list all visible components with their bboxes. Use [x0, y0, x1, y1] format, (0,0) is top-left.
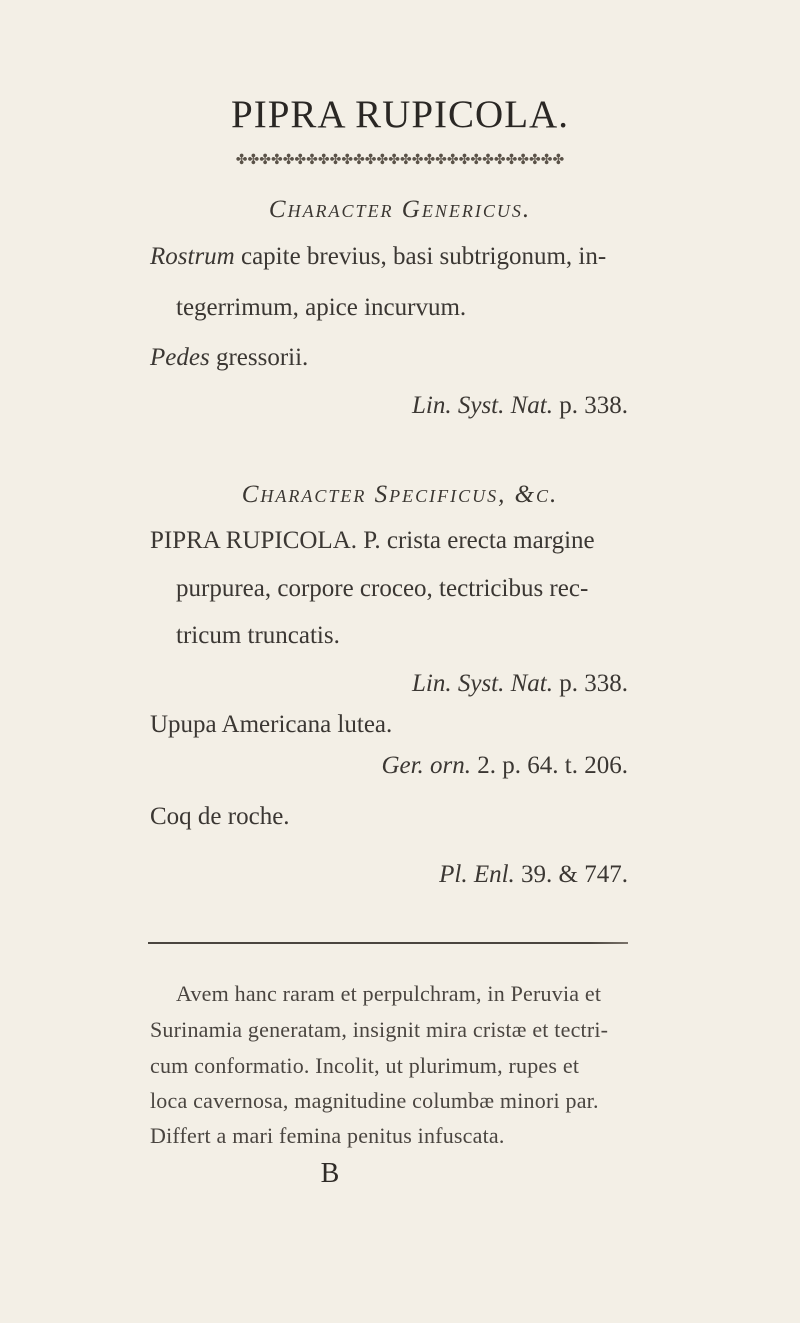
synonym-upupa-citation-ref: 2. p. 64. t. 206.	[471, 752, 628, 779]
description-line-4: loca cavernosa, magnitudine columbæ minori par.	[150, 1088, 599, 1113]
heading-character-genericus: Character Genericus.	[268, 196, 532, 223]
section-divider	[148, 942, 628, 944]
page-title: PIPRA RUPICOLA.	[231, 93, 569, 136]
description-line-2: Surinamia generatam, insignit mira cristæ et tectri-	[150, 1017, 609, 1042]
synonym-coq-citation-author: Pl. Enl.	[439, 861, 515, 888]
description-line-5: Differt a mari femina penitus infuscata.	[150, 1123, 505, 1148]
generic-line-3	[150, 344, 308, 372]
generic-line-1	[150, 243, 606, 271]
synonym-upupa: Upupa Americana lutea.	[150, 711, 393, 738]
heading-character-specificus: Character Specificus, &c.	[241, 481, 559, 508]
synonym-coq-citation	[439, 861, 628, 889]
generic-citation-page: p. 338.	[553, 392, 628, 419]
synonym-coq-citation-ref: 39. & 747.	[514, 861, 628, 888]
specific-line-2: purpurea, corpore croceo, tectricibus rec-	[176, 575, 589, 602]
synonym-upupa-citation	[381, 752, 628, 780]
specific-citation-page: p. 338.	[553, 670, 628, 697]
synonym-coq-de-roche: Coq de roche.	[150, 803, 290, 830]
generic-line-1-text: capite brevius, basi subtrigonum, in-	[234, 243, 607, 270]
term-rostrum: Rostrum	[150, 243, 235, 270]
specific-citation	[412, 670, 628, 698]
generic-citation	[412, 392, 628, 420]
specific-line-1: PIPRA RUPICOLA. P. crista erecta margine	[150, 527, 595, 554]
specific-citation-author: Lin. Syst. Nat.	[412, 670, 553, 697]
generic-citation-author: Lin. Syst. Nat.	[412, 392, 553, 419]
description-line-1: Avem hanc raram et perpulchram, in Peruvia et	[176, 981, 602, 1006]
description-line-3: cum conformatio. Incolit, ut plurimum, rupes et	[150, 1053, 580, 1078]
synonym-upupa-citation-author: Ger. orn.	[381, 752, 472, 779]
generic-line-2: tegerrimum, apice incurvum.	[176, 294, 467, 321]
generic-line-3-text: gressorii.	[209, 344, 309, 371]
ornament-rule: ✤✤✤✤✤✤✤✤✤✤✤✤✤✤✤✤✤✤✤✤✤✤✤✤✤✤✤✤	[235, 153, 565, 168]
signature-mark: B	[320, 1158, 340, 1189]
term-pedes: Pedes	[150, 344, 210, 371]
specific-line-3: tricum truncatis.	[176, 622, 340, 649]
